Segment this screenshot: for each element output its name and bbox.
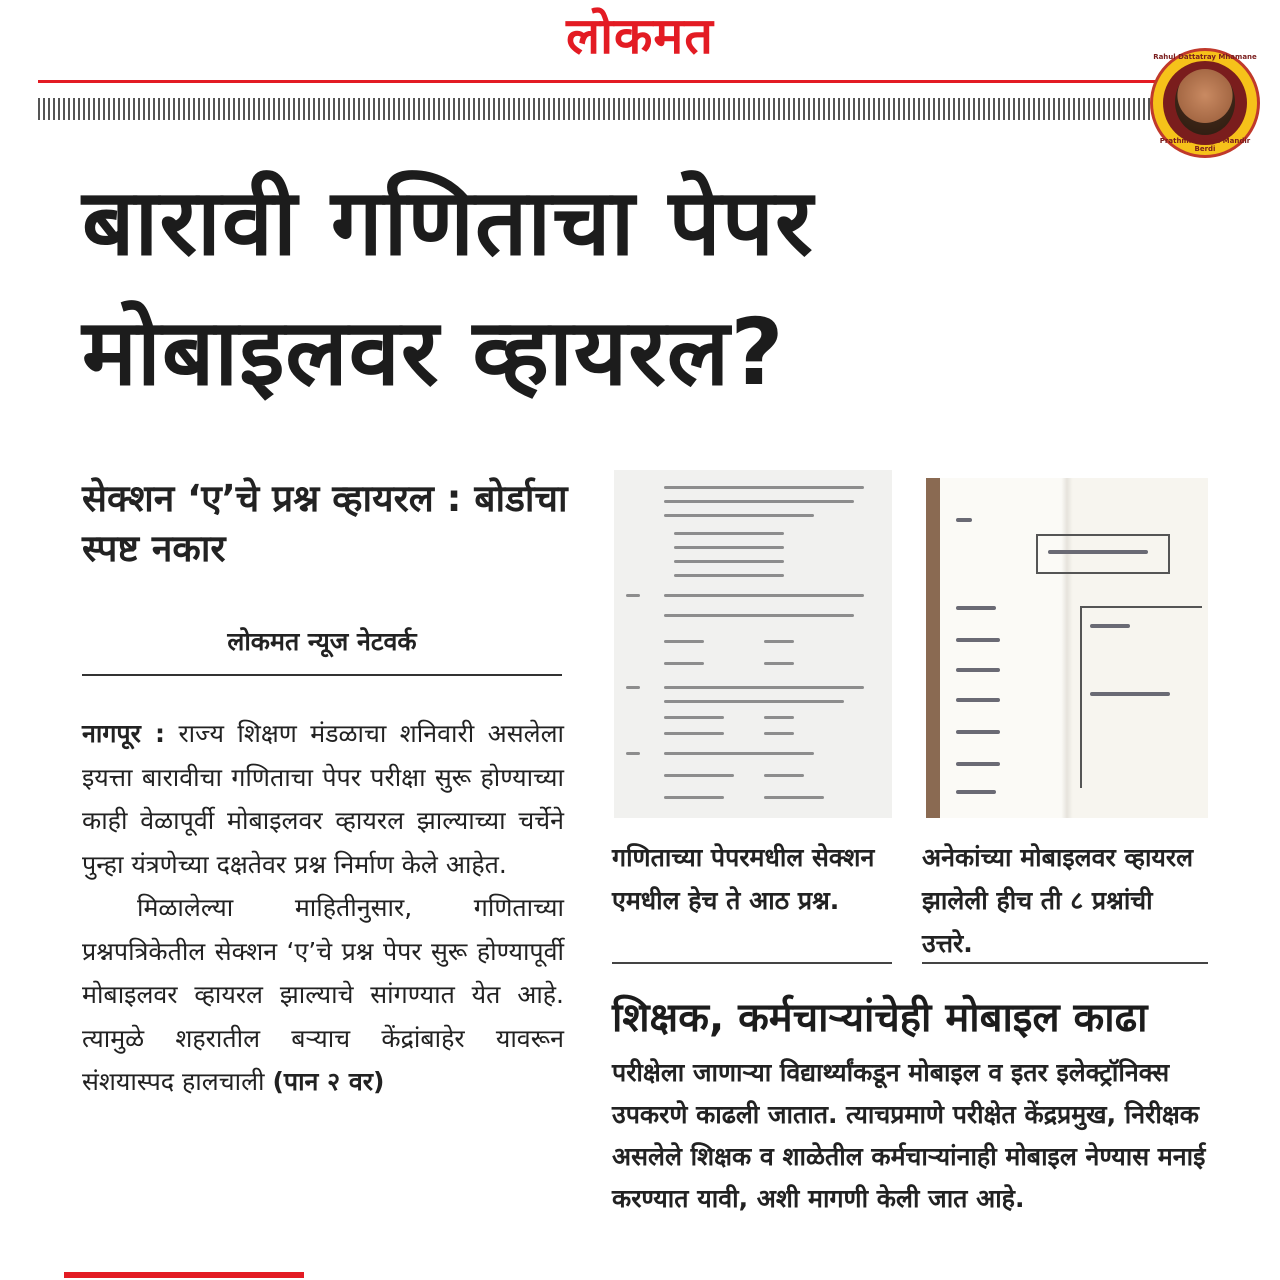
photo-caption-answers: अनेकांच्या मोबाइलवर व्हायरल झालेली हीच ती ८ प्रश्नांची उत्तरे. — [922, 843, 1194, 958]
article-body — [82, 712, 564, 1104]
article-paragraph-2 — [82, 886, 564, 1104]
caption-divider-left — [612, 962, 892, 964]
masthead-stripe-divider — [38, 98, 1168, 120]
masthead-red-rule — [38, 80, 1168, 83]
avatar — [1175, 69, 1235, 135]
byline-divider — [82, 674, 562, 676]
answers-photo — [926, 478, 1208, 818]
profile-badge — [1150, 48, 1260, 158]
question-paper-photo — [614, 470, 892, 818]
photo-caption-question-paper: गणिताच्या पेपरमधील सेक्शन एमधील हेच ते आठ प्रश्न. — [612, 843, 875, 915]
caption-divider-right — [922, 962, 1208, 964]
article-paragraph-1 — [82, 712, 564, 886]
continued-note: (पान २ वर) — [272, 1067, 385, 1096]
article-subhead: सेक्शन ‘ए’चे प्रश्न व्हायरल : बोर्डाचा स्पष्ट नकार — [82, 477, 568, 570]
sidebar-headline: शिक्षक, कर्मचाऱ्यांचेही मोबाइल काढा — [612, 995, 1148, 1041]
article-headline: बारावी गणिताचा पेपर मोबाइलवर व्हायरल? — [82, 169, 814, 406]
badge-name: Rahul Dattatray Mhamane — [1153, 53, 1257, 61]
sidebar-body: परीक्षेला जाणाऱ्या विद्यार्थ्यांकडून मोबाइल व इतर इलेक्ट्रॉनिक्स उपकरणे काढली जातात. त्याचप्रमाणे परीक्षेत केंद्रप्रमुख, निरीक्षक असलेले शिक्षक व शाळेतील कर्मचाऱ्यांनाही मोबाइल नेण्यास मनाई करण्यात यावी, अशी मागणी केली जात आहे. — [612, 1058, 1206, 1213]
article-dateline: नागपूर : — [82, 719, 166, 748]
footer-red-rule — [64, 1272, 304, 1278]
article-byline: लोकमत न्यूज नेटवर्क — [227, 627, 417, 656]
badge-school: Prathmik Vidya Mandir Berdi — [1159, 137, 1251, 153]
article-paragraph-1-text: राज्य शिक्षण मंडळाचा शनिवारी असलेला इयत्ता बारावीचा गणिताचा पेपर परीक्षा सुरू होण्याच्या काही वेळापूर्वी मोबाइलवर व्हायरल झाल्याच्या चर्चेने पुन्हा यंत्रणेच्या दक्षतेवर प्रश्न निर्माण केले आहेत. — [82, 719, 564, 879]
newspaper-masthead: लोकमत — [566, 7, 714, 65]
article-paragraph-2-text: मिळालेल्या माहितीनुसार, गणिताच्या प्रश्नपत्रिकेतील सेक्शन ‘ए’चे प्रश्न पेपर सुरू होण्यापूर्वी मोबाइलवर व्हायरल झाल्याचे सांगण्यात येत आहे. त्यामुळे शहरातील बऱ्याच केंद्रांबाहेर यावरून संशयास्पद हालचाली — [82, 893, 564, 1096]
